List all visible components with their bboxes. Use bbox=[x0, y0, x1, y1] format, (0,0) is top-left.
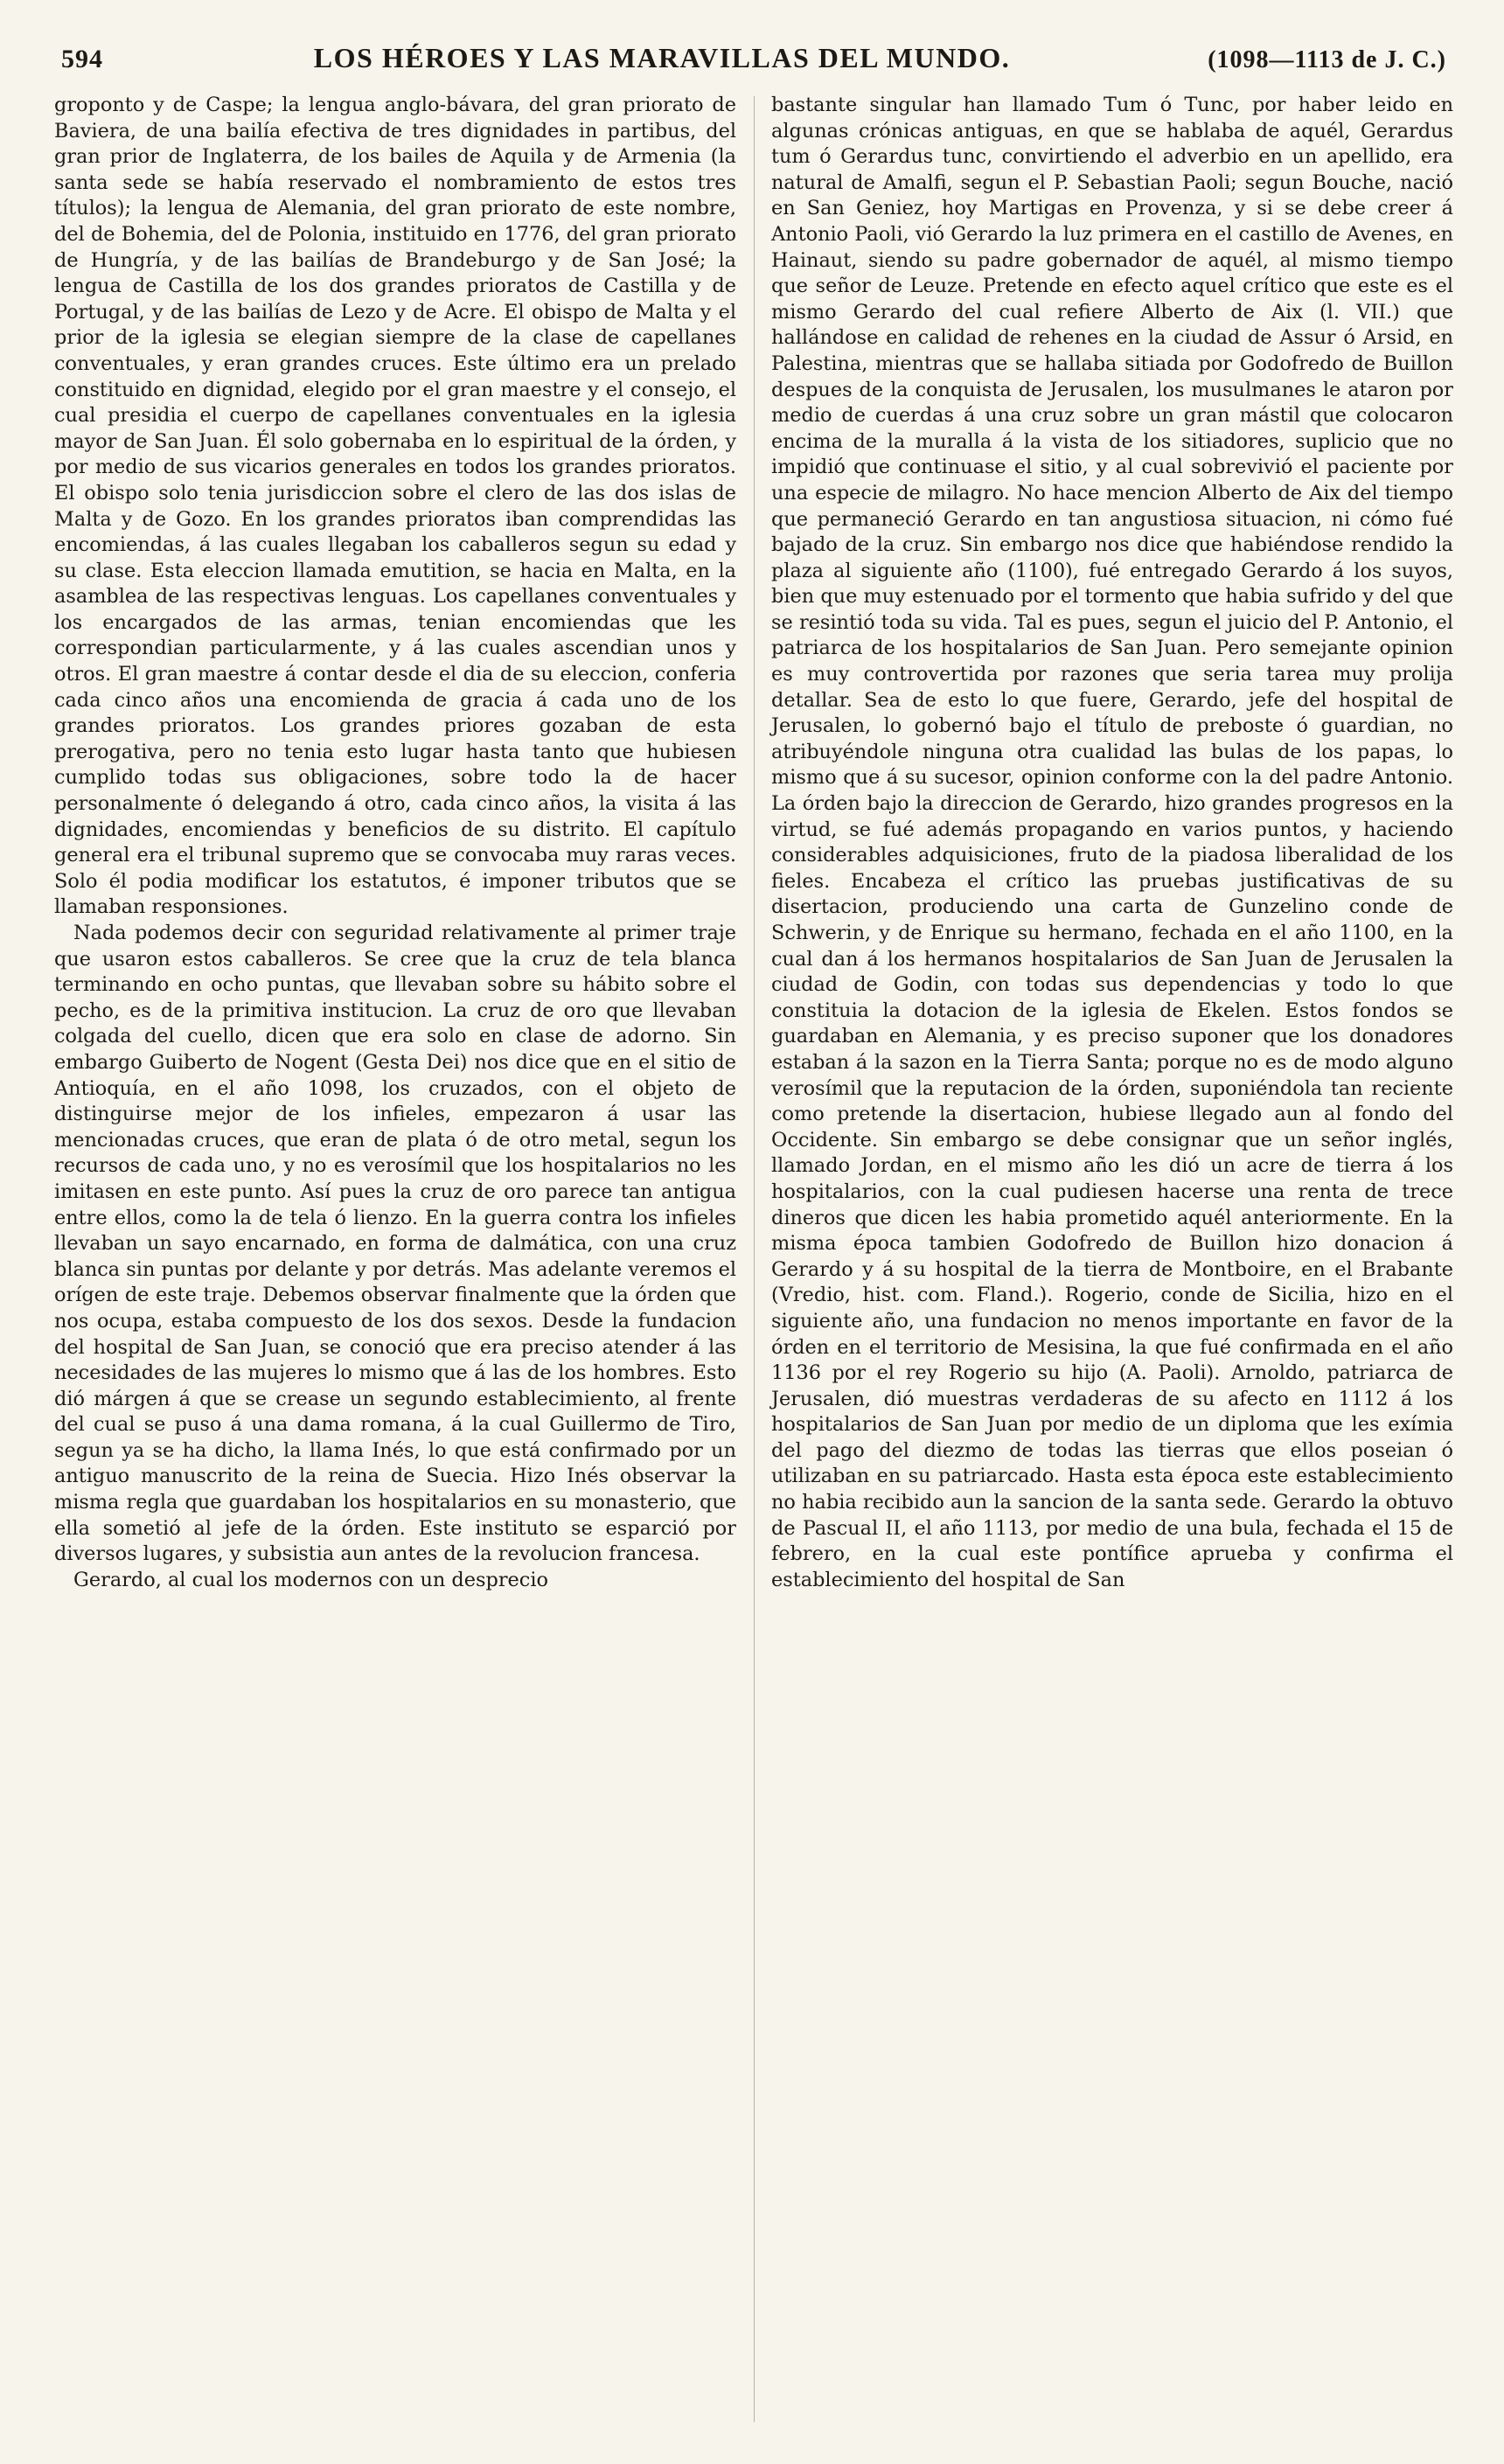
text-columns bbox=[54, 93, 1453, 1593]
running-title: LOS HÉROES Y LAS MARAVILLAS DEL MUNDO. bbox=[313, 42, 1011, 73]
left-paragraph-1: groponto y de Caspe; la lengua anglo-bávara, del gran priorato de Baviera, de una bailía efectiva de tres dignidades in partibus, del gran prior de Inglaterra, de los bailes de Aquila y de Armenia (la santa sede se había reservado el nombramiento de estos tres títulos); la lengua de Alemania, del gran priorato de este nombre, del de Bohemia, del de Polonia, instituido en 1776, del gran priorato de Hungría, y de las bailías de Brandeburgo y de San José; la lengua de Castilla de los dos grandes prioratos de Castilla y de Portugal, y de las bailías de Lezo y de Acre. El obispo de Malta y el prior de la iglesia se elegian siempre de la clase de capellanes conventuales, y eran grandes cruces. Este último era un prelado constituido en dignidad, elegido por el gran maestre y el consejo, el cual presidia el cuerpo de capellanes conventuales en la iglesia mayor de San Juan. Él solo gobernaba en lo espiritual de la órden, y por medio de sus vicarios generales en todos los grandes prioratos. El obispo solo tenia jurisdiccion sobre el clero de las dos islas de Malta y de Gozo. En los grandes prioratos iban comprendidas las encomiendas, á las cuales llegaban los caballeros segun su edad y su clase. Esta eleccion llamada emutition, se hacia en Malta, en la asamblea de las respectivas lenguas. Los capellanes conventuales y los encargados de las armas, tenian encomiendas que les correspondian particularmente, y á las cuales ascendian unos y otros. El gran maestre á contar desde el dia de su eleccion, conferia cada cinco años una encomienda de gracia á cada uno de los grandes prioratos. Los grandes priores gozaban de esta prerogativa, pero no tenia esto lugar hasta tanto que hubiesen cumplido todas sus obligaciones, sobre todo la de hacer personalmente ó delegando á otro, cada cinco años, la visita á las dignidades, encomiendas y beneficios de su distrito. El capítulo general era el tribunal supremo que se convocaba muy raras veces. Solo él podia modificar los estatutos, é imponer tributos que se llamaban responsiones. bbox=[54, 94, 736, 919]
right-column bbox=[771, 93, 1453, 1593]
left-column bbox=[54, 93, 736, 1593]
right-paragraph-1: bastante singular han llamado Tum ó Tunc, por haber leido en algunas crónicas antiguas, en que se hablaba de aquél, Gerardus tum ó Gerardus tunc, convirtiendo el adverbio en un apellido, era natural de Amalfi, segun el P. Sebastian Paoli; segun Bouche, nació en San Geniez, hoy Martigas en Provenza, y si se debe creer á Antonio Paoli, vió Gerardo la luz primera en el castillo de Avenes, en Hainaut, siendo su padre gobernador de aquél, al mismo tiempo que señor de Leuze. Pretende en efecto aquel crítico que este es el mismo Gerardo del cual refiere Alberto de Aix (l. VII.) que hallándose en calidad de rehenes en la ciudad de Assur ó Arsid, en Palestina, mientras que se hallaba sitiada por Godofredo de Buillon despues de la conquista de Jerusalen, los musulmanes le ataron por medio de cuerdas á una cruz sobre un gran mástil que colocaron encima de la muralla á la vista de los sitiadores, suplicio que no impidió que continuase el sitio, y al cual sobrevivió el paciente por una especie de milagro. No hace mencion Alberto de Aix del tiempo que permaneció Gerardo en tan angustiosa situacion, ni cómo fué bajado de la cruz. Sin embargo nos dice que habiéndose rendido la plaza al siguiente año (1100), fué entregado Gerardo á los suyos, bien que muy estenuado por el tormento que habia sufrido y del que se resintió toda su vida. Tal es pues, segun el juicio del P. Antonio, el patriarca de los hospitalarios de San Juan. Pero semejante opinion es muy controvertida por razones que seria tarea muy prolija detallar. Sea de esto lo que fuere, Gerardo, jefe del hospital de Jerusalen, lo gobernó bajo el título de preboste ó guardian, no atribuyéndole ninguna otra cualidad las bulas de los papas, lo mismo que á su sucesor, opinion conforme con la del padre Antonio. La órden bajo la direccion de Gerardo, hizo grandes progresos en la virtud, se fué además propagando en varios puntos, y haciendo considerables adquisiciones, fruto de la piadosa liberalidad de los fieles. Encabeza el crítico las pruebas justificativas de su disertacion, produciendo una carta de Gunzelino conde de Schwerin, y de Enrique su hermano, fechada en el año 1100, en la cual dan á los hermanos hospitalarios de San Juan de Jerusalen la ciudad de Godin, con todas sus dependencias y todo lo que constituia la dotacion de la iglesia de Ekelen. Estos fondos se guardaban en Alemania, y es preciso suponer que los donadores estaban á la sazon en la Tierra Santa; porque no es de modo alguno verosímil que la reputacion de la órden, suponiéndola tan reciente como pretende la disertacion, hubiese llegado aun al fondo del Occidente. Sin embargo se debe consignar que un señor inglés, llamado Jordan, en el mismo año les dió un acre de tierra á los hospitalarios, con la cual pudiesen hacerse una renta de trece dineros que dicen les habia prometido aquél anteriormente. En la misma época tambien Godofredo de Buillon hizo donacion á Gerardo y á su hospital de la tierra de Montboire, en el Brabante (Vredio, hist. com. Fland.). Rogerio, conde de Sicilia, hizo en el siguiente año, una fundacion no menos importante en favor de la órden en el territorio de Mesisina, la que fué confirmada en el año 1136 por el rey Rogerio su hijo (A. Paoli). Arnoldo, patriarca de Jerusalen, dió muestras verdaderas de su afecto en 1112 á los hospitalarios de San Juan por medio de un diploma que les exímia del pago del diezmo de todas las tierras que ellos poseian ó utilizaban en su patriarcado. Hasta esta época este establecimiento no habia recibido aun la sancion de la santa sede. Gerardo la obtuvo de Pascual II, el año 1113, por medio de una bula, fechada el 15 de febrero, en la cual este pontífice aprueba y confirma el establecimiento del hospital de San bbox=[771, 94, 1453, 1591]
book-page bbox=[54, 42, 1453, 2429]
date-range: (1098—1113 de J. C.) bbox=[1208, 46, 1446, 73]
left-paragraph-3: Gerardo, al cual los modernos con un desprecio bbox=[73, 1568, 548, 1591]
page-number: 594 bbox=[61, 45, 103, 73]
running-header bbox=[54, 42, 1453, 84]
left-paragraph-2: Nada podemos decir con seguridad relativamente al primer traje que usaron estos caballeros. Se cree que la cruz de tela blanca terminando en ocho puntas, que llevaban sobre su hábito sobre el pecho, es de la primitiva institucion. La cruz de oro que llevaban colgada del cuello, dicen que era solo en clase de adorno. Sin embargo Guiberto de Nogent (Gesta Dei) nos dice que en el sitio de Antioquía, en el año 1098, los cruzados, con el objeto de distinguirse mejor de los infieles, empezaron á usar las mencionadas cruces, que eran de plata ó de otro metal, segun los recursos de cada uno, y no es verosímil que los hospitalarios no les imitasen en este punto. Así pues la cruz de oro parece tan antigua entre ellos, como la de tela ó lienzo. En la guerra contra los infieles llevaban un sayo encarnado, en forma de dalmática, con una cruz blanca sin puntas por delante y por detrás. Mas adelante veremos el orígen de este traje. Debemos observar finalmente que la órden que nos ocupa, estaba compuesto de los dos sexos. Desde la fundacion del hospital de San Juan, se conoció que era preciso atender á las necesidades de las mujeres lo mismo que á las de los hombres. Esto dió márgen á que se crease un segundo establecimiento, al frente del cual se puso á una dama romana, á la cual Guillermo de Tiro, segun ya se ha dicho, la llama Inés, lo que está confirmado por un antiguo manuscrito de la reina de Suecia. Hizo Inés observar la misma regla que guardaban los hospitalarios en su monasterio, que ella sometió al jefe de la órden. Este instituto se esparció por diversos lugares, y subsistia aun antes de la revolucion francesa. bbox=[54, 922, 736, 1566]
